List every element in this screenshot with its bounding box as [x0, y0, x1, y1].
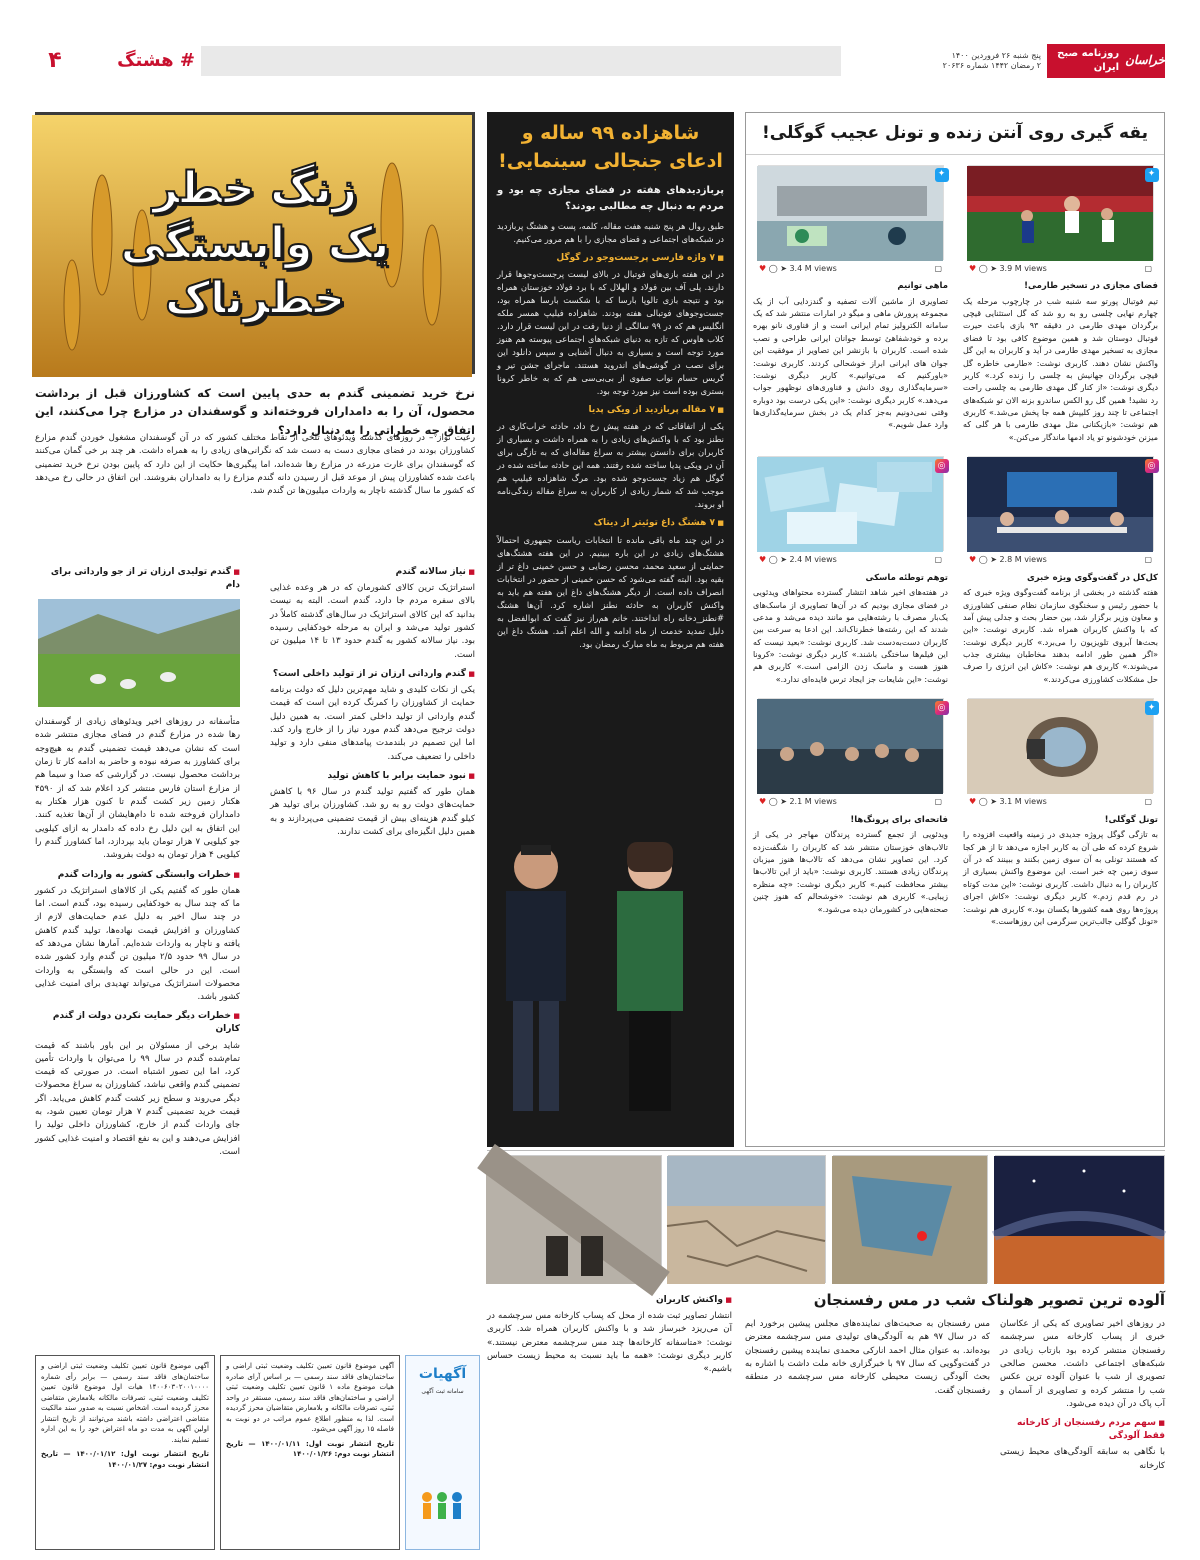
trending-body-twitter: در این چند ماه باقی مانده تا انتخابات ریاست جمهوری احتمالاً هشتگ‌های زیادی در این باره ببینیم. در این هفته هشتگ‌های حمایتی از سعید محمد، محسن رضایی و حسن خمینی داغ تر از بقیه بود. البته گفته می‌شود که حسن خمینی از حضور در انتخابات انصراف داده است. از دیگر هشتگ‌های داغ این هفته هم باید به واکنش کاربران به حادثه نطنز اشاره کرد. آن‌ها هشتگ #نطنز_دخانه راه انداختند. خانم هم‌راز نیز گفت که ابوالفضل به دلیل تمدید خدمت از ماه ادامه و الله اعلم آمد. هشتگ داغ این هفته هم مربوط به ماه مبارک رمضان بود. — [497, 534, 724, 649]
share-icon[interactable]: ➤ — [990, 797, 997, 807]
sub-no-support: ■ نبود حمایت برابر با کاهش تولید — [270, 770, 475, 783]
bottom-col-2 — [745, 1318, 990, 1398]
post-stats — [753, 260, 948, 278]
post-likes: 2.4 — [789, 555, 803, 565]
post-stats — [963, 793, 1158, 811]
sub-other-dangers: ■ خطرات دیگر حمایت نکردن دولت از گندم کاران — [35, 1010, 240, 1036]
post-image-football — [968, 165, 1154, 260]
ads-logo-sub: سامانه ثبت آگهی — [421, 1388, 464, 1396]
trending-body-google: در این هفته بازی‌های فوتبال در بالای لیست پرجست‌وجوها قرار دارند. پلی آف بین فولاد و الهلال که با برد فولاد خوزستان همراه بود و نتیجه بازی تالوپا بارسا که با شکست بارسا همراه بود، جست‌وجوهای فوتبالی هفته بودند. شاهزاده فیلیپ همسر ملکه انگلیس هم که در ۹۹ سالگی از دنیا رفت در این لیست قرار دارد. کلاب هاوس که تازه به دنیای شبکه‌های اجتماعی پیوسته هم هنوز مورد توجه است و بسیاری به دنبال آشنایی و سپس دانلود این برای نصب در گوشی‌های اندروید هستند. ماجرای جشن تیر و گریس حسام نواب صفوی از بی‌بی‌سی هم که به خاطر کرونا بستری بوده است نیز مورد توجه بود. — [497, 269, 724, 397]
bookmark-icon[interactable]: ▢ — [934, 263, 942, 273]
sub-annual-need: ■ نیاز سالانه گندم — [270, 566, 475, 579]
man-portrait — [481, 827, 591, 1127]
issue-date — [847, 51, 1047, 72]
post-caption: فاتحه‌ای برای پرونگ‌ها! — [850, 814, 948, 825]
post-likes: 3.9 — [999, 263, 1013, 273]
fishfarm-photo — [757, 166, 943, 261]
heart-icon[interactable]: ♥ — [759, 555, 767, 565]
post-views: M views — [1014, 263, 1047, 273]
sub-imported-cheaper: ■ گندم وارداتی ارزان تر از تولید داخلی است؟ — [270, 668, 475, 681]
article-lead: نرخ خرید تضمینی گندم به حدی پایین است که کشاورزان قبل از برداشت محصول، آن را به دامداران فروخته‌اند و گوسفندان در مزارع چرا می‌کنند، این اتفاق چه خطراتی را به دنبال دارد؟ — [35, 386, 475, 437]
bottom-sub-share-text: با نگاهی به سابقه آلودگی‌های محیط زیستی کارخانه — [1000, 1447, 1165, 1471]
photo-caption: ■ گندم تولیدی ارزان تر از جو وارداتی برای دام — [35, 566, 240, 592]
date-line-2: ۲ رمضان ۱۴۴۲ شماره ۲۰۶۳۶ — [942, 61, 1041, 70]
masks-photo — [757, 457, 943, 552]
social-title: یقه گیری روی آنتن زنده و تونل عجیب گوگلی! — [746, 113, 1164, 155]
post-body: تصاویری از ماشین آلات تصفیه و گندزدایی آب از یک مجموعه پرورش ماهی و میگو در امارات منتشر شد که یک سامانه الکترولیز تمام ایرانی است و از فناوری نانو بهره برده و خودشفاهیٔ توسط جوانان ایرانی طراحی و نصب شده است. کاربران با بازنشر این تصاویر از موفقیت این جوان های ایرانی ابراز خوشحالی کردند. کاربری نوشت: «باورکنیم که می‌توانیم.» کاربر دیگری نوشت: «سرمایه‌گذاری روی دانش و فناوری‌های نوظهور جواب می‌دهد.» کاربر دیگری نوشت: «این یکی درست بود دوباره وقتی نمی‌دونیم به‌جز کدام یک در بخش سرمایه‌گذاری‌ها وارد عمل شویم.» — [753, 296, 948, 430]
post-likes: 2.8 — [999, 555, 1013, 565]
cracked-ground-image — [667, 1156, 825, 1284]
night-sky-photo — [995, 1155, 1165, 1283]
other-dangers-text: شاید برخی از مسئولان بر این باور باشند که قیمت تمام‌شده گندم در سال ۹۹ را می‌توان با واردات تأمین کرد، اما این تصور اشتباه است. در صورتی که قیمت تضمینی گندم واقعی نباشد، کشاورزان به سراغ محصولات دیگر می‌روند و سطح زیر کشت گندم کاهش می‌یابد. اگر قیمت خرید تضمینی گندم ۷ هزار تومان تعیین شود، به جای واردات گندم از خارج، کشاورزان داخلی تولید را افزایش می‌دهند و این به نفع اقتصاد و امنیت غذایی کشور است. — [35, 1040, 240, 1158]
bottom-col-1 — [1000, 1318, 1165, 1473]
post-views: M views — [804, 263, 837, 273]
legal-ad-1 — [220, 1355, 400, 1550]
legal-ad-1-date: تاریخ انتشار نوبت اول: ۱۴۰۰/۰۱/۱۱ — تاریخ انتشار نوبت دوم: ۱۴۰۰/۰۱/۲۶ — [226, 1439, 394, 1458]
bookmark-icon[interactable]: ▢ — [934, 797, 942, 807]
annual-need-text: استراتژیک ترین کالای کشورمان که در هر وعده غذایی بالای سفره مردم جا دارد، گندم است. البته به نیست بدانید که این کالای استراتژیک در سال‌های گذشته کاملاً در کشور تولید می‌شد و ایران به مرحله خودکفایی رسیده بود. نیاز سالانه کشور به گندم حدود ۱۳ تا ۱۴ میلیون تن است. — [270, 583, 475, 660]
article-col-right — [270, 560, 475, 839]
page-number: ۴ — [48, 48, 62, 74]
bookmark-icon[interactable]: ▢ — [1144, 263, 1152, 273]
crowd-photo — [757, 699, 943, 794]
heart-icon[interactable]: ♥ — [969, 797, 977, 807]
heart-icon[interactable]: ♥ — [969, 263, 977, 273]
share-icon[interactable]: ➤ — [780, 263, 787, 273]
legal-ad-2-date: تاریخ انتشار نوبت اول: ۱۴۰۰/۰۱/۱۲ — تاریخ انتشار نوبت دوم: ۱۴۰۰/۰۱/۲۷ — [41, 1450, 209, 1469]
brand-name: خراسان — [1125, 53, 1165, 68]
newspaper-logo — [1047, 44, 1165, 78]
night-sky-image — [994, 1156, 1164, 1284]
share-icon[interactable]: ➤ — [990, 263, 997, 273]
post-stats — [753, 551, 948, 569]
bottom-col-2-text: مس رفسنجان به صحبت‌های نماینده‌های مجلس پیشین برخورد ایم که در سال ۹۷ هم به آلودگی‌های تولیدی مس سرچشمه معترض بوده‌اند. به عنوان مثال احمد انارکی محمدی نماینده پیشین رفسنجان در گفت‌وگویی که سال ۹۷ با خبرگزاری خانه ملت داشت با اشاره به بحث آلودگی زیست محیطی کارخانه مس سرچشمه در منطقه رفسنجان گفت. — [745, 1319, 991, 1396]
post-likes: 2.1 — [789, 797, 803, 807]
brand-sub: روزنامه صبح ایران — [1057, 47, 1120, 73]
legal-ad-2 — [35, 1355, 215, 1550]
sub-import-danger: ■ خطرات وابستگی کشور به واردات گندم — [35, 869, 240, 882]
football-photo — [967, 166, 1153, 261]
article-col-left — [35, 560, 240, 1159]
bottom-col-3-text: انتشار تصاویر ثبت شده از محل که پساب کارخانه مس سرچشمه در آن می‌ریزد خبرساز شد و با واکنش کاربران همراه شد. کاربری نوشت: «متاسفانه کارخانه‌ها چند مس سرچشمه معترض نیستند.» کاربر دیگری نوشت: «همه ما باید نسبت به محیط زیست حساس باشیم.» — [487, 1311, 732, 1375]
trending-sub-google: ■ ۷ واژه فارسی پرجست‌وجو در گوگل — [497, 252, 724, 265]
share-icon[interactable]: ➤ — [780, 555, 787, 565]
trending-title: شاهزاده ۹۹ ساله و ادعای جنجالی سینمایی! — [498, 122, 723, 172]
trending-sub-wiki: ■ ۷ مقاله پربازدید از ویکی پدیا — [497, 404, 724, 417]
kids-icon — [415, 1487, 470, 1527]
post-stats — [753, 793, 948, 811]
import-danger-text: همان طور که گفتیم یکی از کالاهای استراتژیک در کشور ما که چند سال به خودکفایی رسیده بود، گندم است. اما در چند سال اخیر به دلیل عدم حمایت‌های لازم از کشاورزان و افزایش قیمت نهاده‌ها، تولید گندم کاهش یافته و ناچار به واردات شده‌ایم. آمارها نشان می‌دهد که در سال ۹۹ حدود ۲/۵ میلیون تن گندم وارد کشور شده است. این در حالی است که وابستگی به واردات محصولات استراتژیک می‌تواند تهدیدی برای امنیت غذایی کشور باشد. — [35, 885, 240, 1003]
post-image-tunnel — [968, 698, 1154, 793]
legal-ad-2-text: آگهی موضوع قانون تعیین تکلیف وضعیت ثبتی اراضی و ساختمان‌های فاقد سند رسمی — برابر رأی شماره ۱۴۰۰۶۰۳۰۲۰۰۱۰۰۰۰ هیات اول موضوع قانون تعیین تکلیف وضعیت ثبتی، تصرفات مالکانه بلامعارض متقاضی محرز گردیده است. اشخاص نسبت به صدور سند مالکیت متقاضی اعتراضی داشته باشند می‌توانند از تاریخ انتشار اولین آگهی به مدت دو ماه اعتراض خود را به این اداره تسلیم نمایند. — [41, 1362, 209, 1444]
bottom-col-1-text: در روزهای اخیر تصاویری که یکی از عکاسان خبری از پساب کارخانه مس سرچشمه رفسنجان منتشر کرده بود بازتاب زیادی در شبکه‌های اجتماعی داشت. محسن صالحی تصویری از شب با عنوان آلوده ترین عکس شب را منتشر کرده و تصاویری از آسمان و آب پاک در آن دیده می‌شود. — [1000, 1319, 1165, 1409]
hero-image — [35, 112, 475, 374]
trending-intro: طبق روال هر پنج شنبه هفت مقاله، کلمه، پست و هشتگ پربازدید در شبکه‌های اجتماعی و فضای مجازی را با هم مرور می‌کنیم. — [497, 221, 724, 245]
social-feature — [745, 112, 1165, 1147]
sheep-field-photo — [38, 599, 240, 707]
feet-photo — [487, 1155, 662, 1283]
date-line-1: پنج شنبه ۲۶ فروردین ۱۴۰۰ — [951, 50, 1041, 60]
satellite-map-photo — [833, 1155, 988, 1283]
comment-icon[interactable]: ◯ — [978, 263, 988, 273]
tunnel-photo — [967, 699, 1153, 794]
post-likes: 3.4 — [789, 263, 803, 273]
post-image-fishfarm — [758, 165, 944, 260]
heart-icon[interactable]: ♥ — [759, 263, 767, 273]
comment-icon[interactable]: ◯ — [978, 797, 988, 807]
post-body: به تازگی گوگل پروژه جدیدی در زمینه واقعیت افزوده را شروع کرده که طی آن به کاربر اجازه می‌دهد تا از هر کجا که هستند تونلی به آن سوی زمین بکنند و ببینند که در آن سوی زمین چه خبر است. این موضوع واکنش بسیاری از کاربران را به دنبال داشت. کاربری نوشت: «این مدت کوتاه در رم قدم زدم.» کاربر دیگری نوشت: «کاش اجرای پروژه‌ها روی همه کشورها یکسان بود.» کاربری هم نوشت: «تونل گوگلی جالب‌ترین سرگرمی این روزهاست.» — [963, 830, 1158, 926]
col-a-text: متأسفانه در روزهای اخیر ویدئوهای زیادی از گوسفندان رها شده در مزارع گندم در فضای مجازی منتشر شده است که نشان می‌دهد قیمت تضمینی گندم به هیچ‌وجه برای کشاورز به صرفه نبوده و حاضر به ادامه کار تا زمان برداشت محصول نیست. در گزارشی که صدا و سیما هم از مزارع استان فارس منتشر کرد اعلام شد که از ۴۵۹۰ هکتار زمین زیر کشت گندم تا کنون هزار هکتار به دامداران فروخته شده تا دام‌هایشان از آن‌ها تغذیه کنند. این اتفاق به این دلیل رخ داده که دامدار به ازای کیلویی جو کیلویی ۷ هزار تومان باید بپردازد، اما کشاورز گندم را کیلویی ۴ هزار تومان به دولت بفروشد. — [35, 717, 240, 861]
feet-image — [486, 1156, 661, 1284]
instagram-icon: ◎ — [1145, 459, 1159, 473]
post-image-studio — [968, 456, 1154, 551]
trending-body-wiki: یکی از اتفاقاتی که در هفته پیش رخ داد، حادثه خراب‌کاری در نطنز بود که با واکنش‌های زیادی را به همراه داشت و بسیاری از کاربران برای دانستن بیشتر به سراغ مقاله‌ای که به تازگی برای آن در ویکی پدیا ساخته شده رفتند. همه این حادثه ساخته شده در گوگل هم زیاد جست‌وجو شده بود. مرگ شاهزاده فیلیپ هم موجب شد که شمار زیادی از کاربران به سراغ مقاله زندگی‌نامه او بروند. — [497, 421, 724, 510]
post-card — [753, 456, 948, 686]
post-image-crowd — [758, 698, 944, 793]
trending-sub-twitter: ■ ۷ هشتگ داغ توئیتر از دیتاک — [497, 517, 724, 530]
post-card — [753, 698, 948, 928]
heart-icon[interactable]: ♥ — [969, 555, 977, 565]
twitter-icon: ✦ — [1145, 701, 1159, 715]
satellite-map-image — [832, 1156, 987, 1284]
post-image-masks — [758, 456, 944, 551]
post-body: ویدئویی از تجمع گسترده پرندگان مهاجر در یکی از تالاب‌های خوزستان منتشر شد که کاربران را شگفت‌زده کرد. این تصاویر نشان می‌دهد که تالاب‌ها هنوز میزبان پرندگان زیادی هستند. کاربری نوشت: «باید از این تالاب‌ها بیشتر محافظت کنیم.» کاربر دیگری نوشت: «چه منظره زیبایی.» کاربری هم نوشت: «خوشحالم که هنوز چنین صحنه‌هایی در کشورمان دیده می‌شود.» — [753, 830, 948, 914]
post-body: تیم فوتبال پورتو سه شنبه شب در چارچوب مرحله یک چهارم نهایی چلسی رو به رو شد که گل استثنایی قیچی برگردان مهدی طارمی در دقیقه ۹۳ بازی باعث حیرت فوتبال دوستان شد و همین موضوع کافی بود تا فضای مجازی به تسخیر مهدی طارمی در آید و کاربران به این گل واکنش نشان دهند. کاربری نوشت: «طارمی خاطره گل قیچی برگردان جهانیش به چلسی را زنده کرد.» کاربر دیگری نوشت: «از کنار گل مهدی طارمی به چلسی راحت رد نشید! همین گل رو الکس ساندرو بزنه الان تو شبکه‌های اجتماعی تا چند روز کلیپش همه جا پخش می‌شد.» کاربری هم نوشت: «بازیکنانی مثل مهدی طارمی با هر گلی که میزنن خودشونو تو یاد ادمها ماندگار می‌کنن.» — [963, 296, 1158, 442]
trending-feature — [487, 112, 734, 1147]
post-caption: ماهی توانیم — [897, 281, 948, 292]
hero-title-line1: زنگ خطر — [152, 162, 358, 214]
post-views: M views — [804, 555, 837, 565]
bottom-sub-share: ■ سهم مردم رفسنجان از کارخانه فقط آلودگی — [1000, 1417, 1165, 1443]
post-views: M views — [804, 797, 837, 807]
section-title: # هشتگ — [117, 49, 195, 71]
twitter-icon: ✦ — [1145, 168, 1159, 182]
page-header — [35, 44, 1165, 78]
social-cards — [746, 155, 1164, 939]
trending-lead: پربازدیدهای هفته در فضای مجازی چه بود و مردم به دنبال چه مطالبی بودند؟ — [497, 185, 724, 212]
post-card — [753, 165, 948, 445]
bookmark-icon[interactable]: ▢ — [1144, 555, 1152, 565]
share-icon[interactable]: ➤ — [990, 555, 997, 565]
post-caption: توهم توطئه ماسکی — [865, 572, 948, 583]
post-body: در هفته‌های اخیر شاهد انتشار گسترده محتواهای ویدئویی در فضای مجازی بودیم که در آن‌ها تصاویری از ماسک‌های یک‌بار مصرف با رشته‌هایی مو مانند دیده می‌شد و مدعی شدند که این رشته‌ها خطرناک‌اند. این ادعا به سرعت بین کاربران دست‌به‌دست شد. کاربری نوشت: «بعید نیست که این فیلم‌ها ساختگی باشند.» کاربر دیگری نوشت: «کرونا هنوز هست و ماسک زدن الزامی است.» کاربری هم نوشت: «این شایعات جز ایجاد ترس فایده‌ای ندارد.» — [753, 588, 948, 684]
post-caption: کل‌کل در گفت‌وگوی ویژه خبری — [1026, 572, 1158, 583]
comment-icon[interactable]: ◯ — [978, 555, 988, 565]
hero-title-line3: خطرناک — [164, 272, 346, 324]
post-caption: تونل گوگلی! — [1104, 814, 1158, 825]
header-rule — [201, 46, 841, 76]
post-body: هفته گذشته در بخشی از برنامه گفت‌وگوی ویژه خبری که با حضور رئیس و سخنگوی سازمان نظام صنفی کشاورزی و معاون وزیر برگزار شد، بین حضار بحث و جدلی پیش آمد که با واکنش کاربران همراه شد. کاربری نوشت: «این بحث‌ها آبروی تلویزیون را می‌برد.» کاربر دیگری نوشت: «اگر همین طور ادامه بدهند مخاطبان بیشتری جذب می‌شوند.» کاربری هم نوشت: «کاش این انرژی را صرف حل مشکلات کشاورزی می‌کردند.» — [963, 588, 1158, 684]
hero-title-line2: یک وابستگی — [120, 217, 390, 269]
bookmark-icon[interactable]: ▢ — [1144, 797, 1152, 807]
bottom-divider — [487, 1150, 1165, 1151]
share-icon[interactable]: ➤ — [780, 797, 787, 807]
article-intro-text: رعیت نواز – در روزهای گذشته ویدئوهای تلخی از نقاط مختلف کشور که در آن گوسفندان مشغول خوردن گندم مزارع کشاورزان بودند در فضای مجازی دست به دست شد که نگرانی‌های زیادی را به همراه داشت. هر چند بر خی گمان می‌کنند که گوسفندان برای غارت مزرعه در مزارع رها شده‌اند، اما پیگیری‌ها حکایت از این دارد که پایین بودن نرخ خرید تضمینی باعث شده کشاورزان پیش از موعد قبل از رسیدن دانه گندم مزارع را به دامداران بفروشند. این اتفاق در حالی رخ می‌دهد که کشور ما سال گذشته ناچار به واردات میلیون‌ها تن گندم شد. — [35, 433, 475, 497]
post-card — [963, 698, 1158, 928]
woman-portrait — [595, 827, 705, 1127]
twitter-icon: ✦ — [935, 168, 949, 182]
comment-icon[interactable]: ◯ — [768, 263, 778, 273]
comment-icon[interactable]: ◯ — [768, 555, 778, 565]
ads-logo-box — [405, 1355, 480, 1550]
heart-icon[interactable]: ♥ — [759, 797, 767, 807]
legal-ad-1-text: آگهی موضوع قانون تعیین تکلیف وضعیت ثبتی اراضی و ساختمان‌های فاقد سند رسمی — بر اساس آرای صادره هیات موضوع ماده ۱ قانون تعیین تکلیف وضعیت ثبتی اراضی و ساختمان‌های فاقد سند رسمی، مستقر در واحد ثبتی، تصرفات مالکانه و بلامعارض متقاضیان محرز گردیده است. لذا به منظور اطلاع عموم مراتب در دو نوبت به فاصله ۱۵ روز آگهی می‌شود. — [226, 1362, 394, 1433]
cracked-ground-photo — [668, 1155, 826, 1283]
bookmark-icon[interactable]: ▢ — [934, 555, 942, 565]
bottom-sub-reaction: ■ واکنش کاربران — [487, 1294, 732, 1307]
instagram-icon: ◎ — [935, 701, 949, 715]
comment-icon[interactable]: ◯ — [768, 797, 778, 807]
imported-cheaper-text: یکی از نکات کلیدی و شاید مهم‌ترین دلیل که دولت برنامه حمایت از کشاورزان را کمرنگ کرده این است که قیمت گندم وارداتی از تولید داخلی کمتر است. به همین دلیل دولت ترجیح می‌دهد گندم مورد نیاز را از خارج وارد کند. اما این تصمیم در بلندمدت پیامدهای منفی دارد و تولید داخلی را تضعیف می‌کند. — [270, 684, 475, 762]
post-caption: فضای مجازی در تسخیر طارمی! — [1024, 281, 1158, 292]
post-views: M views — [1014, 797, 1047, 807]
studio-photo — [967, 457, 1153, 552]
instagram-icon: ◎ — [935, 459, 949, 473]
bottom-title: آلوده ترین تصویر هولناک شب در مس رفسنجان — [813, 1291, 1165, 1309]
no-support-text: همان طور که گفتیم تولید گندم در سال ۹۶ با کاهش حمایت‌های دولت رو به رو شد. کشاورزان برای تولید هر کیلو گندم هزینه‌ای بیش از قیمت تضمینی می‌پردازند و به همین دلیل انگیزه‌ای برای کشت ندارند. — [270, 786, 475, 837]
post-card — [963, 456, 1158, 686]
post-stats — [963, 260, 1158, 278]
post-likes: 3.1 — [999, 797, 1013, 807]
bottom-col-3 — [487, 1288, 732, 1377]
post-stats — [963, 551, 1158, 569]
article-intro — [35, 432, 475, 499]
ads-logo-text: آگهیات — [418, 1366, 467, 1382]
hero-title — [38, 115, 472, 371]
post-views: M views — [1014, 555, 1047, 565]
post-card — [963, 165, 1158, 445]
